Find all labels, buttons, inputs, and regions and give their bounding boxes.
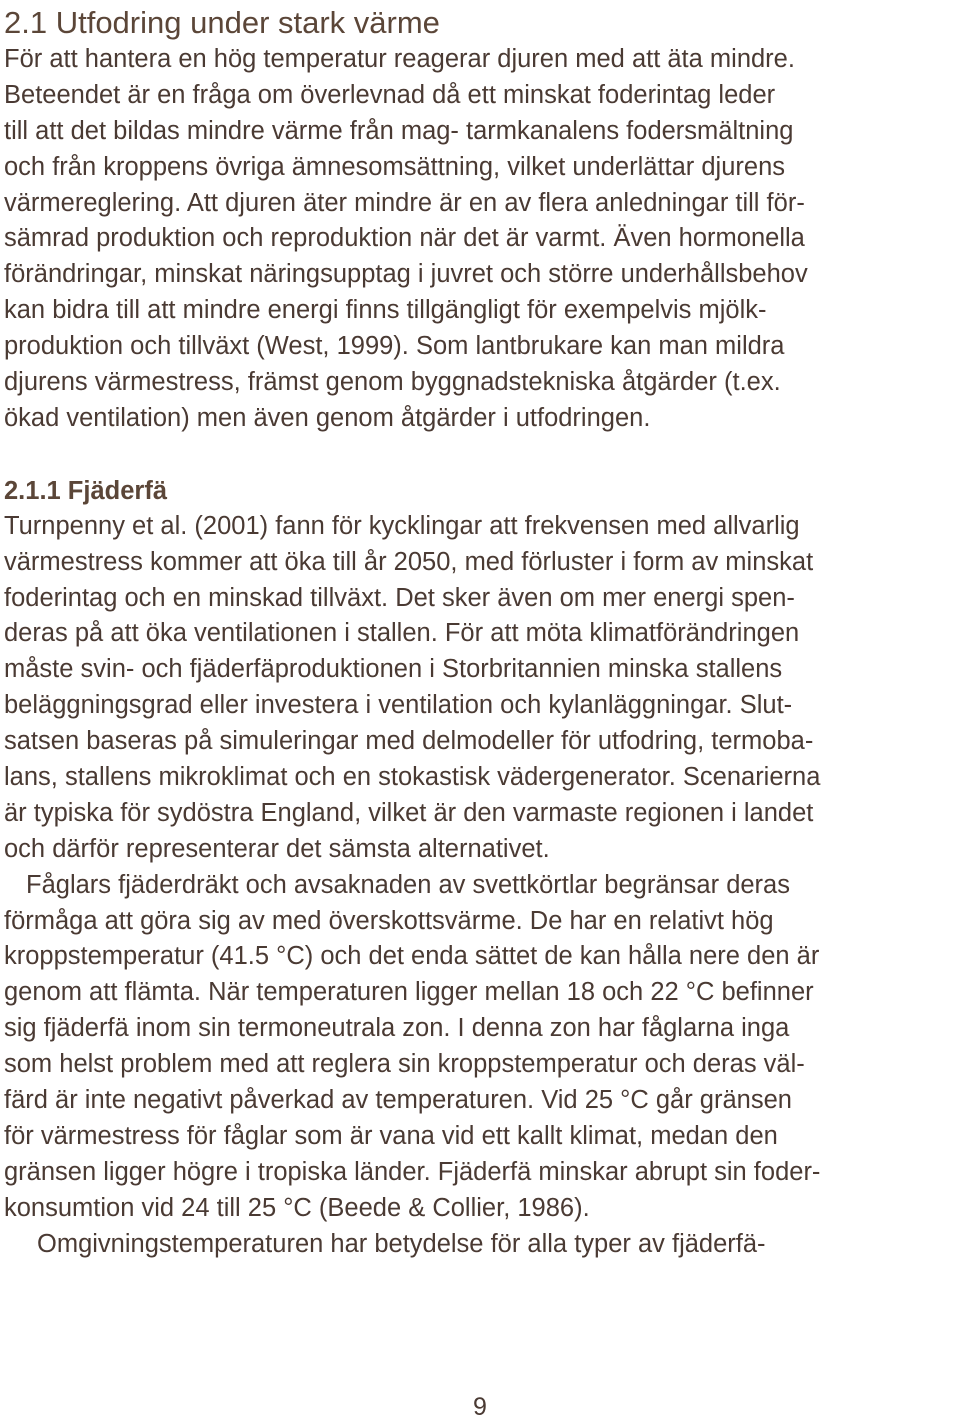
text-line: är typiska för sydöstra England, vilket är den varmaste regionen i landet [4, 798, 814, 827]
text-line: konsumtion vid 24 till 25 °C (Beede & Collier, 1986). [4, 1193, 590, 1222]
text-line: kroppstemperatur (41.5 °C) och det enda sättet de kan hålla nere den är [4, 942, 820, 971]
text-line: kan bidra till att mindre energi finns tillgängligt för exempelvis mjölk- [4, 296, 767, 325]
spacer [4, 437, 956, 473]
text-line: lans, stallens mikroklimat och en stokastisk vädergenerator. Scenarierna [4, 763, 821, 792]
paragraph-intro [4, 42, 956, 437]
text-line: värmereglering. Att djuren äter mindre är en av flera anledningar till för- [4, 188, 805, 217]
text-line: värmestress kommer att öka till år 2050, med förluster i form av minskat [4, 547, 814, 576]
text-line: förändringar, minskat näringsupptag i juvret och större underhållsbehov [4, 260, 808, 289]
text-line: måste svin- och fjäderfäproduktionen i Storbritannien minska stallens [4, 655, 783, 684]
text-line: för värmestress för fåglar som är vana vid ett kallt klimat, medan den [4, 1121, 778, 1150]
text-line: genom att flämta. När temperaturen ligger mellan 18 och 22 °C befinner [4, 978, 814, 1007]
text-line: förmåga att göra sig av med överskottsvärme. De har en relativt hög [4, 906, 774, 935]
text-line: och från kroppens övriga ämnesomsättning, vilket underlättar djurens [4, 152, 785, 181]
text-line: foderintag och en minskad tillväxt. Det sker även om mer energi spen- [4, 583, 795, 612]
paragraph-ambient-temperature [4, 1227, 956, 1263]
text-line: sämrad produktion och reproduktion när det är varmt. Även hormonella [4, 224, 805, 253]
paragraph-turnpenny [4, 509, 956, 868]
text-line: Beteendet är en fråga om överlevnad då ett minskat foderintag leder [4, 80, 776, 109]
text-line: och därför representerar det sämsta alternativet. [4, 834, 550, 863]
text-line: djurens värmestress, främst genom byggnadstekniska åtgärder (t.ex. [4, 368, 781, 397]
text-line: För att hantera en hög temperatur reagerar djuren med att äta mindre. [4, 45, 795, 73]
text-line: beläggningsgrad eller investera i ventilation och kylanläggningar. Slut- [4, 691, 793, 720]
text-line: som helst problem med att reglera sin kroppstemperatur och deras väl- [4, 1050, 805, 1079]
page-number: 9 [473, 1393, 487, 1421]
text-line: ökad ventilation) men även genom åtgärder i utfodringen. [4, 403, 651, 432]
text-line: sig fjäderfä inom sin termoneutrala zon. I denna zon har fåglarna inga [4, 1014, 790, 1043]
text-line: till att det bildas mindre värme från mag- tarmkanalens fodersmältning [4, 116, 794, 145]
document-page [4, 4, 956, 1263]
text-line: Fåglars fjäderdräkt och avsaknaden av svettkörtlar begränsar deras [26, 870, 790, 899]
paragraph-birds [4, 868, 956, 1227]
text-line: deras på att öka ventilationen i stallen. För att möta klimatförändringen [4, 619, 800, 648]
subsection-heading: 2.1.1 Fjäderfä [4, 476, 167, 505]
text-line: satsen baseras på simuleringar med delmodeller för utfodring, termoba- [4, 727, 814, 756]
section-heading: 2.1 Utfodring under stark värme [4, 5, 440, 40]
text-line: färd är inte negativt påverkad av temperaturen. Vid 25 °C går gränsen [4, 1086, 792, 1115]
text-line: produktion och tillväxt (West, 1999). Som lantbrukare kan man mildra [4, 332, 785, 361]
text-line: Turnpenny et al. (2001) fann för kycklingar att frekvensen med allvarlig [4, 511, 800, 540]
text-line: Omgivningstemperaturen har betydelse för alla typer av fjäderfä- [37, 1229, 766, 1258]
text-line: gränsen ligger högre i tropiska länder. Fjäderfä minskar abrupt sin foder- [4, 1157, 821, 1186]
